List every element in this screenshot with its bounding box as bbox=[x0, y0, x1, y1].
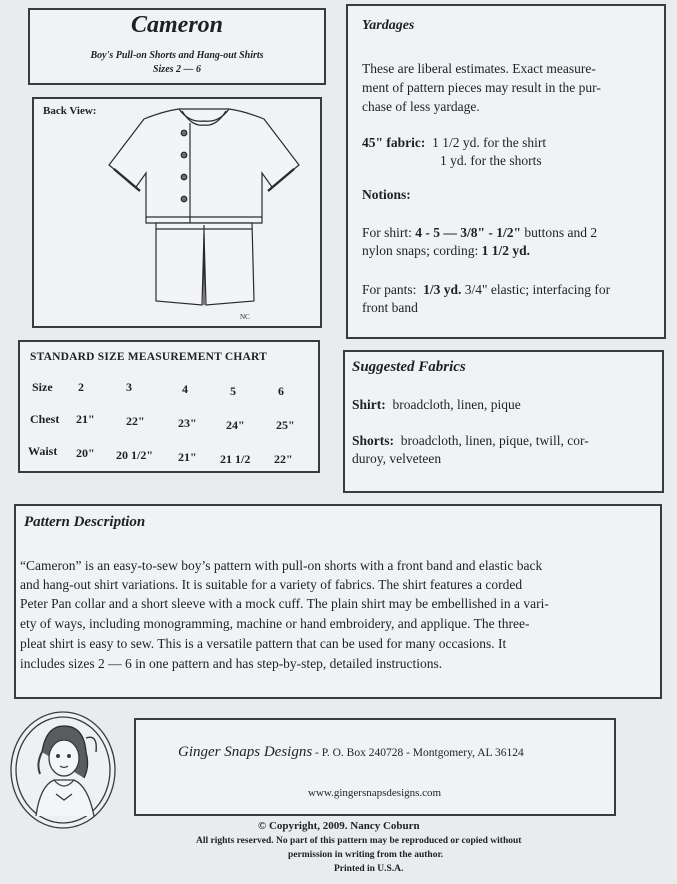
shorts-fabrics-line-2: duroy, velveteen bbox=[352, 451, 442, 466]
chest-cell: 25" bbox=[276, 418, 295, 432]
yardages-intro-line: ment of pattern pieces may result in the pur- bbox=[362, 80, 601, 95]
shirt-line2-start: nylon snaps; cording: bbox=[362, 243, 479, 258]
size-cell: 3 bbox=[126, 380, 132, 394]
company-website-link[interactable]: www.gingersnapsdesigns.com bbox=[308, 787, 442, 799]
back-view-label: Back View: bbox=[43, 105, 97, 117]
shirt-fabrics-value: broadcloth, linen, pique bbox=[392, 397, 521, 412]
fabric-shorts: 1 yd. for the shorts bbox=[440, 153, 542, 168]
pants-prefix: For pants: bbox=[362, 282, 417, 297]
shirt-prefix: For shirt: bbox=[362, 225, 412, 240]
back-view-box bbox=[32, 97, 322, 328]
suggested-fabrics-box bbox=[343, 350, 664, 493]
waist-cell: 22" bbox=[274, 452, 293, 466]
girl-portrait-logo bbox=[6, 708, 120, 832]
suggested-fabrics-heading: Suggested Fabrics bbox=[352, 359, 466, 375]
title-box bbox=[28, 8, 326, 85]
size-chart-box bbox=[18, 340, 320, 473]
shorts-fabrics-value: broadcloth, linen, pique, twill, cor- bbox=[400, 433, 589, 448]
notions-pants-line-2: front band bbox=[362, 300, 418, 315]
yardages-intro-line: chase of less yardage. bbox=[362, 99, 480, 114]
rights-line: permission in writing from the author. bbox=[288, 850, 444, 860]
notions-heading: Notions: bbox=[362, 187, 411, 202]
pattern-description-heading: Pattern Description bbox=[24, 514, 146, 530]
description-line: Peter Pan collar and a short sleeve with a mock cuff. The plain shirt may be embellished in a vari- bbox=[20, 596, 549, 611]
chest-cell: 21" bbox=[76, 412, 95, 426]
yardages-intro-line: These are liberal estimates. Exact measure- bbox=[362, 61, 596, 76]
waist-cell: 20" bbox=[76, 446, 95, 460]
shirt-buttons: 4 - 5 — 3/8" - 1/2" bbox=[415, 225, 521, 240]
garment-back-view-illustration bbox=[104, 105, 304, 325]
size-cell: 6 bbox=[278, 384, 284, 398]
footer-box bbox=[134, 718, 616, 816]
size-chart-heading: STANDARD SIZE MEASUREMENT CHART bbox=[30, 351, 268, 363]
shirt-fabrics-line bbox=[352, 396, 521, 413]
shirt-fabrics-label: Shirt: bbox=[352, 397, 386, 412]
company-line bbox=[178, 744, 524, 761]
fabric-label: 45" fabric: bbox=[362, 135, 426, 150]
description-line: ety of ways, including monogramming, machine or hand embroidery, and applique. The three- bbox=[20, 616, 530, 631]
waist-cell: 20 1/2" bbox=[116, 448, 153, 462]
printed-in: Printed in U.S.A. bbox=[334, 864, 404, 874]
yardages-box bbox=[346, 4, 666, 339]
pattern-subtitle: Boy's Pull-on Shorts and Hang-out Shirts bbox=[90, 50, 264, 61]
chest-cell: 22" bbox=[126, 414, 145, 428]
size-cell: 5 bbox=[230, 384, 236, 398]
chest-cell: 24" bbox=[226, 418, 245, 432]
company-name: Ginger Snaps Designs bbox=[178, 744, 313, 760]
size-cell: 2 bbox=[78, 380, 84, 394]
yardages-heading: Yardages bbox=[362, 18, 415, 33]
rights-line: All rights reserved. No part of this pattern may be reproduced or copied without bbox=[196, 836, 522, 846]
description-line: and hang-out shirt variations. It is suitable for a variety of fabrics. The shirt features a corded bbox=[20, 577, 523, 592]
shorts-fabrics-label: Shorts: bbox=[352, 433, 395, 448]
fabric-shirt: 1 1/2 yd. for the shirt bbox=[432, 135, 547, 150]
notions-shirt-line bbox=[362, 224, 597, 241]
pattern-sizes: Sizes 2 — 6 bbox=[152, 64, 202, 75]
copyright: © Copyright, 2009. Nancy Coburn bbox=[258, 820, 420, 832]
pattern-title: Cameron bbox=[130, 12, 223, 38]
notions-shirt-line-2 bbox=[362, 242, 530, 259]
waist-cell: 21" bbox=[178, 450, 197, 464]
description-line: “Cameron” is an easy-to-sew boy’s pattern with pull-on shorts with a front band and elastic back bbox=[20, 558, 543, 573]
shirt-cording: 1 1/2 yd. bbox=[481, 243, 531, 258]
waist-row-label: Waist bbox=[28, 444, 58, 458]
waist-cell: 21 1/2 bbox=[220, 452, 251, 466]
size-cell: 4 bbox=[182, 382, 188, 396]
description-line: pleat shirt is easy to sew. This is a versatile pattern that can be used for many occasions. It bbox=[20, 636, 507, 651]
shorts-fabrics-line bbox=[352, 432, 589, 449]
shirt-line-rest: buttons and 2 bbox=[524, 225, 598, 240]
illustration-initials: NC bbox=[240, 313, 250, 321]
notions-pants-line bbox=[362, 281, 610, 298]
description-line: includes sizes 2 — 6 in one pattern and has step-by-step, detailed instructions. bbox=[20, 656, 443, 671]
fabric-requirement-line bbox=[362, 134, 546, 151]
pants-rest: 3/4" elastic; interfacing for bbox=[464, 282, 611, 297]
chest-cell: 23" bbox=[178, 416, 197, 430]
size-row-label: Size bbox=[32, 380, 53, 394]
pants-amount: 1/3 yd. bbox=[423, 282, 462, 297]
chest-row-label: Chest bbox=[30, 412, 60, 426]
company-address: - P. O. Box 240728 - Montgomery, AL 36124 bbox=[312, 747, 524, 759]
